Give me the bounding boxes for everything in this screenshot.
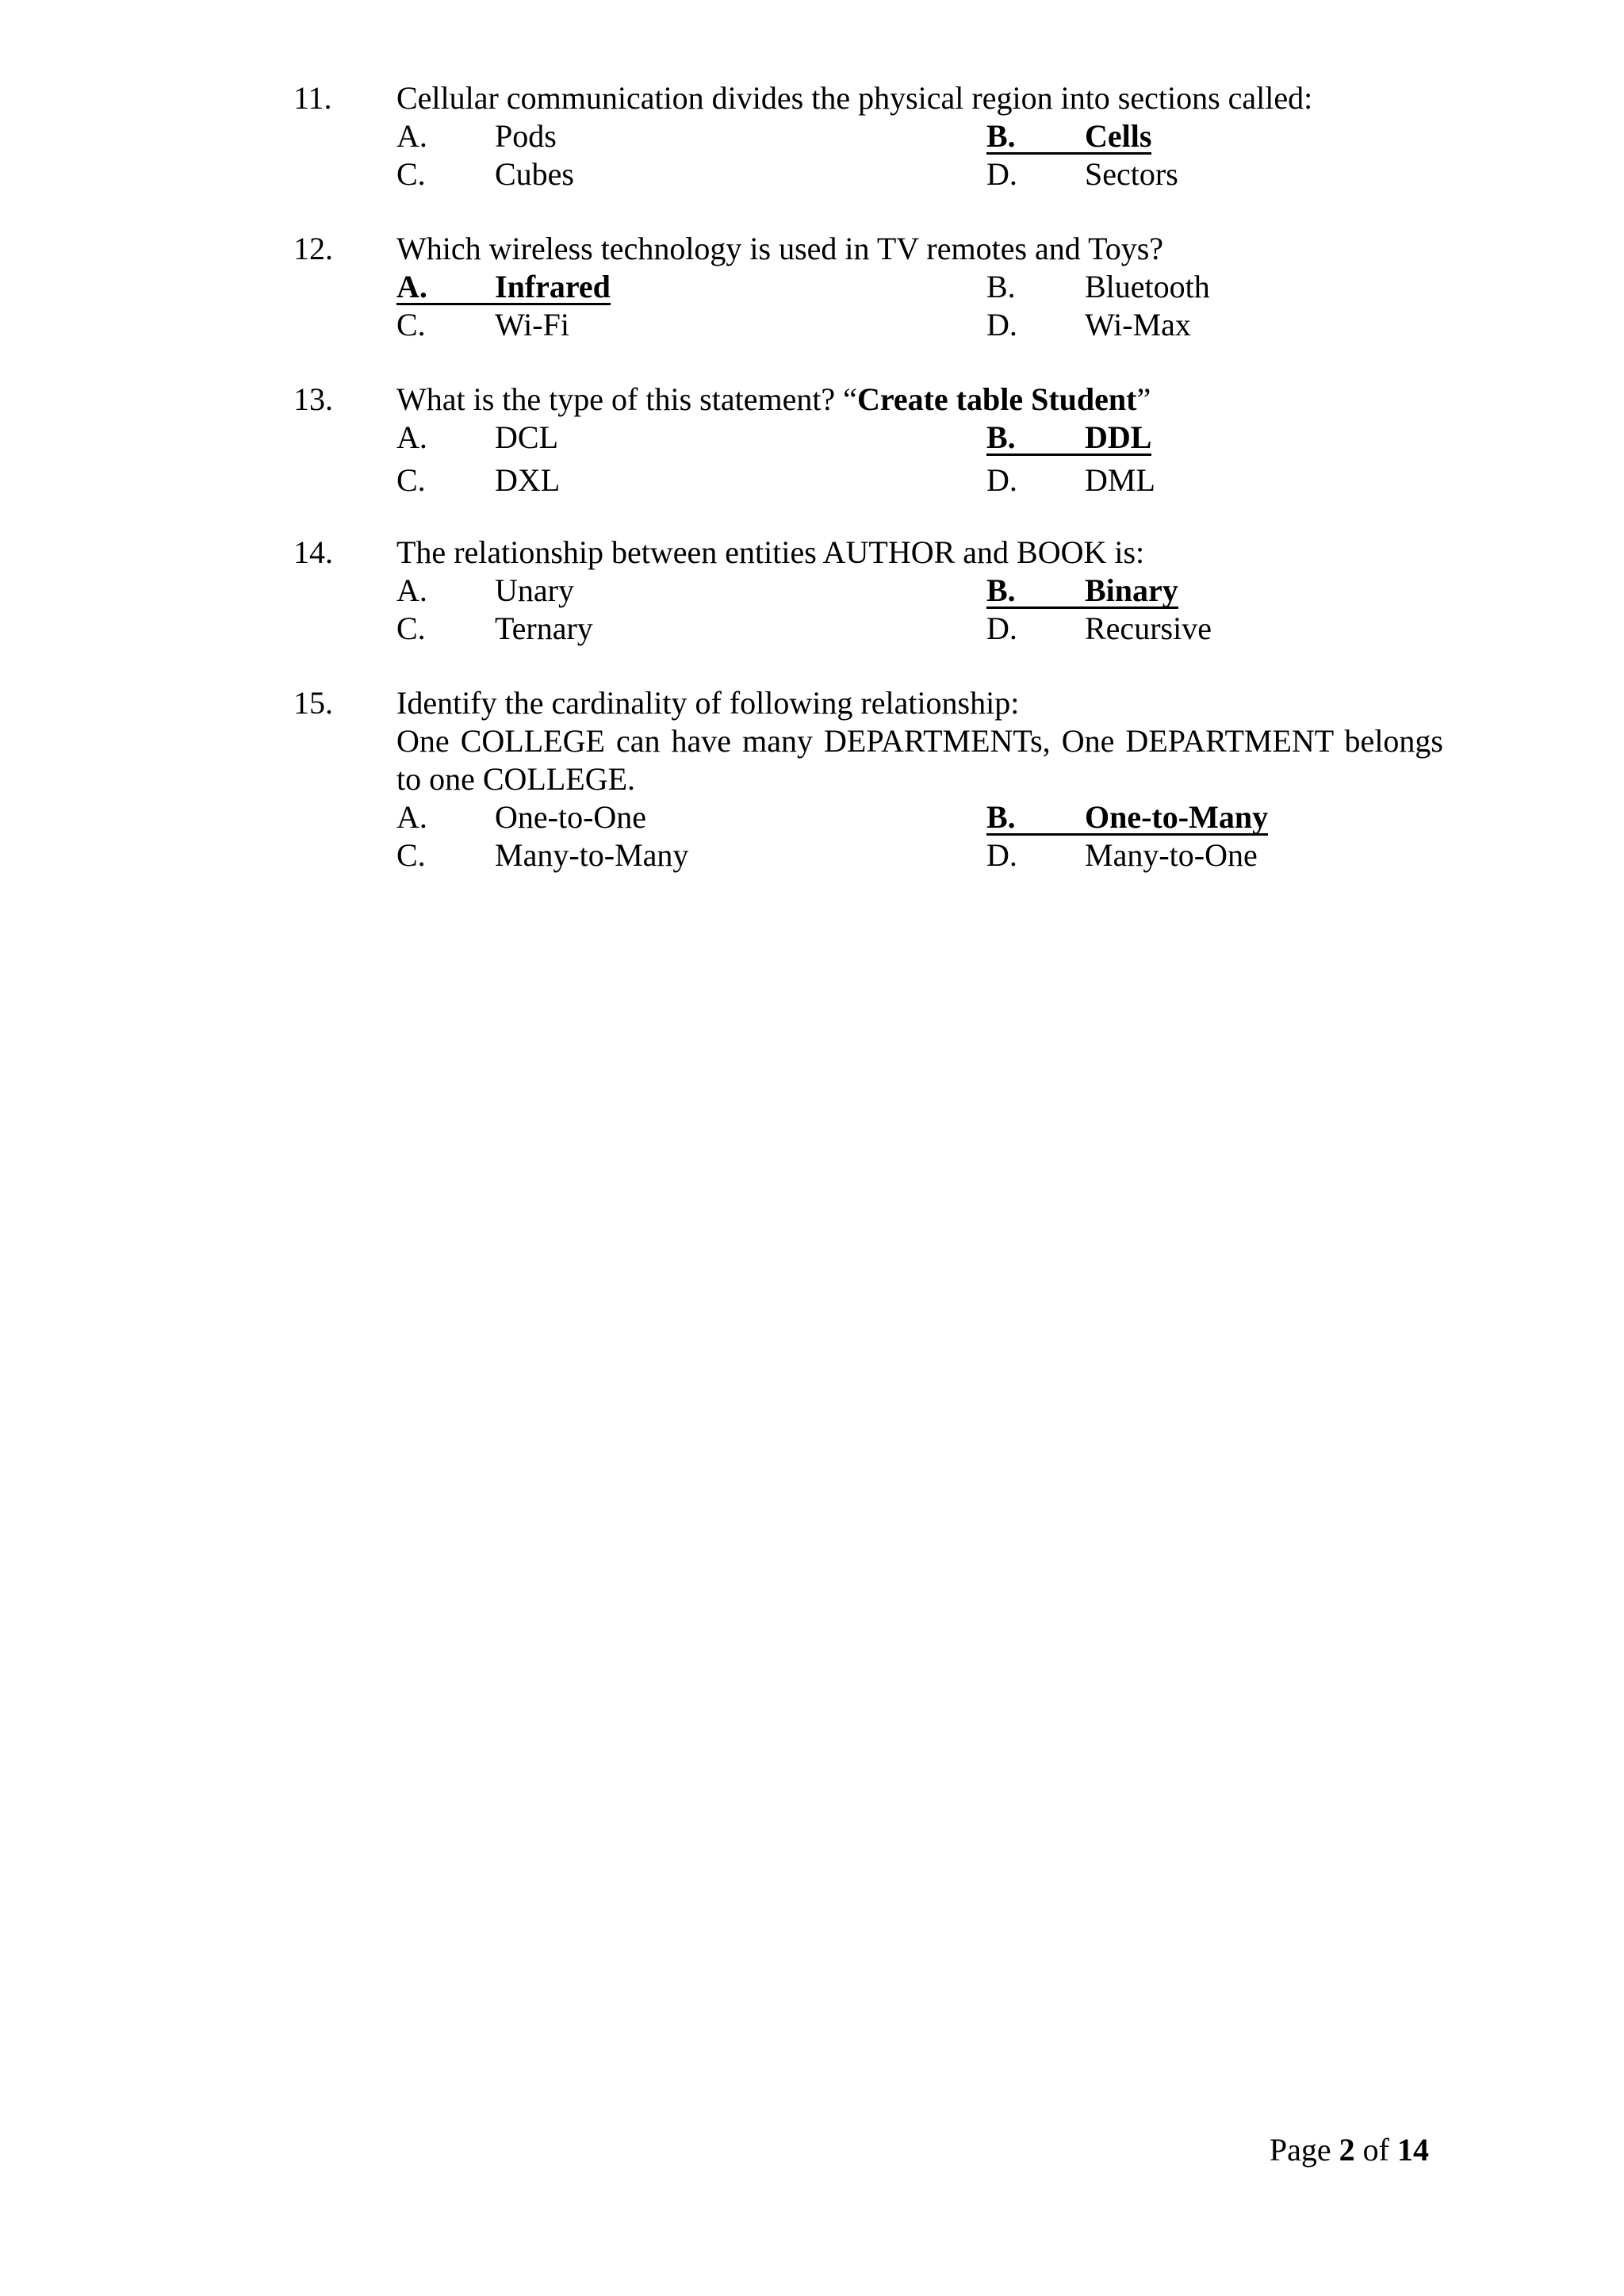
question-text: Identify the cardinality of following relationship: [396, 685, 1020, 721]
option-text: DXL [495, 462, 561, 498]
option-text: DDL [1085, 419, 1152, 455]
question-12 [293, 230, 1443, 344]
option-letter: C. [396, 610, 426, 646]
option-text: One-to-Many [1085, 799, 1269, 835]
question-text [396, 381, 1443, 419]
option-c [396, 306, 986, 344]
option-letter: A. [396, 572, 427, 608]
option-d [986, 306, 1399, 344]
option-d [986, 461, 1399, 499]
option-text: Many-to-Many [495, 837, 689, 873]
option-text: Bluetooth [1085, 269, 1210, 304]
option-a [396, 572, 986, 610]
page-number-footer [1270, 2131, 1429, 2169]
option-letter: B. [986, 572, 1016, 608]
question-text: Which wireless technology is used in TV remotes and Toys? [396, 231, 1164, 266]
option-text: Unary [495, 572, 574, 608]
option-letter: B. [986, 799, 1016, 835]
options-grid [396, 798, 1443, 874]
option-a-correct [396, 268, 986, 306]
option-d [986, 836, 1399, 874]
option-text: Cells [1085, 118, 1152, 154]
option-a [396, 798, 986, 836]
option-letter: A. [396, 269, 427, 304]
option-text: Sectors [1085, 156, 1178, 192]
option-letter: A. [396, 118, 427, 154]
option-text: DCL [495, 419, 558, 455]
option-b-correct [986, 798, 1399, 836]
option-letter: D. [986, 837, 1017, 873]
option-b [986, 268, 1399, 306]
option-letter: C. [396, 837, 426, 873]
option-letter: B. [986, 269, 1016, 304]
option-d [986, 155, 1399, 193]
question-number: 15. [293, 685, 333, 721]
option-b-correct [986, 117, 1399, 155]
option-letter: A. [396, 419, 427, 455]
question-14 [293, 534, 1443, 648]
page-label: Page [1269, 2132, 1331, 2168]
question-number: 14. [293, 534, 333, 570]
options-grid [396, 572, 1443, 648]
question-number: 11. [293, 80, 332, 116]
option-a [396, 117, 986, 155]
option-letter: C. [396, 462, 426, 498]
option-letter: D. [986, 462, 1017, 498]
option-c [396, 461, 986, 499]
page-total: 14 [1397, 2132, 1429, 2168]
question-15 [293, 684, 1443, 874]
question-13 [293, 381, 1443, 499]
option-text: Wi-Max [1085, 307, 1191, 342]
question-sql-statement: Create table Student [856, 381, 1137, 417]
option-c [396, 836, 986, 874]
option-text: Infrared [495, 269, 611, 304]
page-current: 2 [1339, 2132, 1355, 2168]
question-text: The relationship between entities AUTHOR and BOOK is: [396, 534, 1145, 570]
option-text: Wi-Fi [495, 307, 569, 342]
options-grid [396, 117, 1443, 193]
option-text: Cubes [495, 156, 574, 192]
option-text: Many-to-One [1085, 837, 1258, 873]
option-c [396, 155, 986, 193]
option-letter: D. [986, 610, 1017, 646]
page-of: of [1362, 2132, 1389, 2168]
question-11 [293, 79, 1443, 193]
option-letter: B. [986, 118, 1016, 154]
option-letter: C. [396, 156, 426, 192]
options-grid [396, 419, 1443, 499]
question-detail: One COLLEGE can have many DEPARTMENTs, One DEPARTMENT belongs to one COLLEGE. [396, 723, 1443, 797]
option-text: One-to-One [495, 799, 647, 835]
question-text: Cellular communication divides the physical region into sections called: [396, 80, 1313, 116]
option-letter: C. [396, 307, 426, 342]
option-letter: B. [986, 419, 1016, 455]
option-a [396, 419, 986, 457]
option-b-correct [986, 572, 1399, 610]
option-b-correct [986, 419, 1399, 457]
question-number: 13. [293, 381, 333, 417]
option-d [986, 610, 1399, 648]
option-text: Ternary [495, 610, 593, 646]
option-text: Pods [495, 118, 557, 154]
options-grid [396, 268, 1443, 344]
option-text: Binary [1085, 572, 1178, 608]
option-letter: D. [986, 156, 1017, 192]
option-text: Recursive [1085, 610, 1212, 646]
option-c [396, 610, 986, 648]
option-letter: A. [396, 799, 427, 835]
question-text-before: What is the type of this statement? “ [396, 381, 857, 417]
option-letter: D. [986, 307, 1017, 342]
question-text-after: ” [1136, 381, 1151, 417]
option-text: DML [1085, 462, 1155, 498]
question-number: 12. [293, 231, 333, 266]
